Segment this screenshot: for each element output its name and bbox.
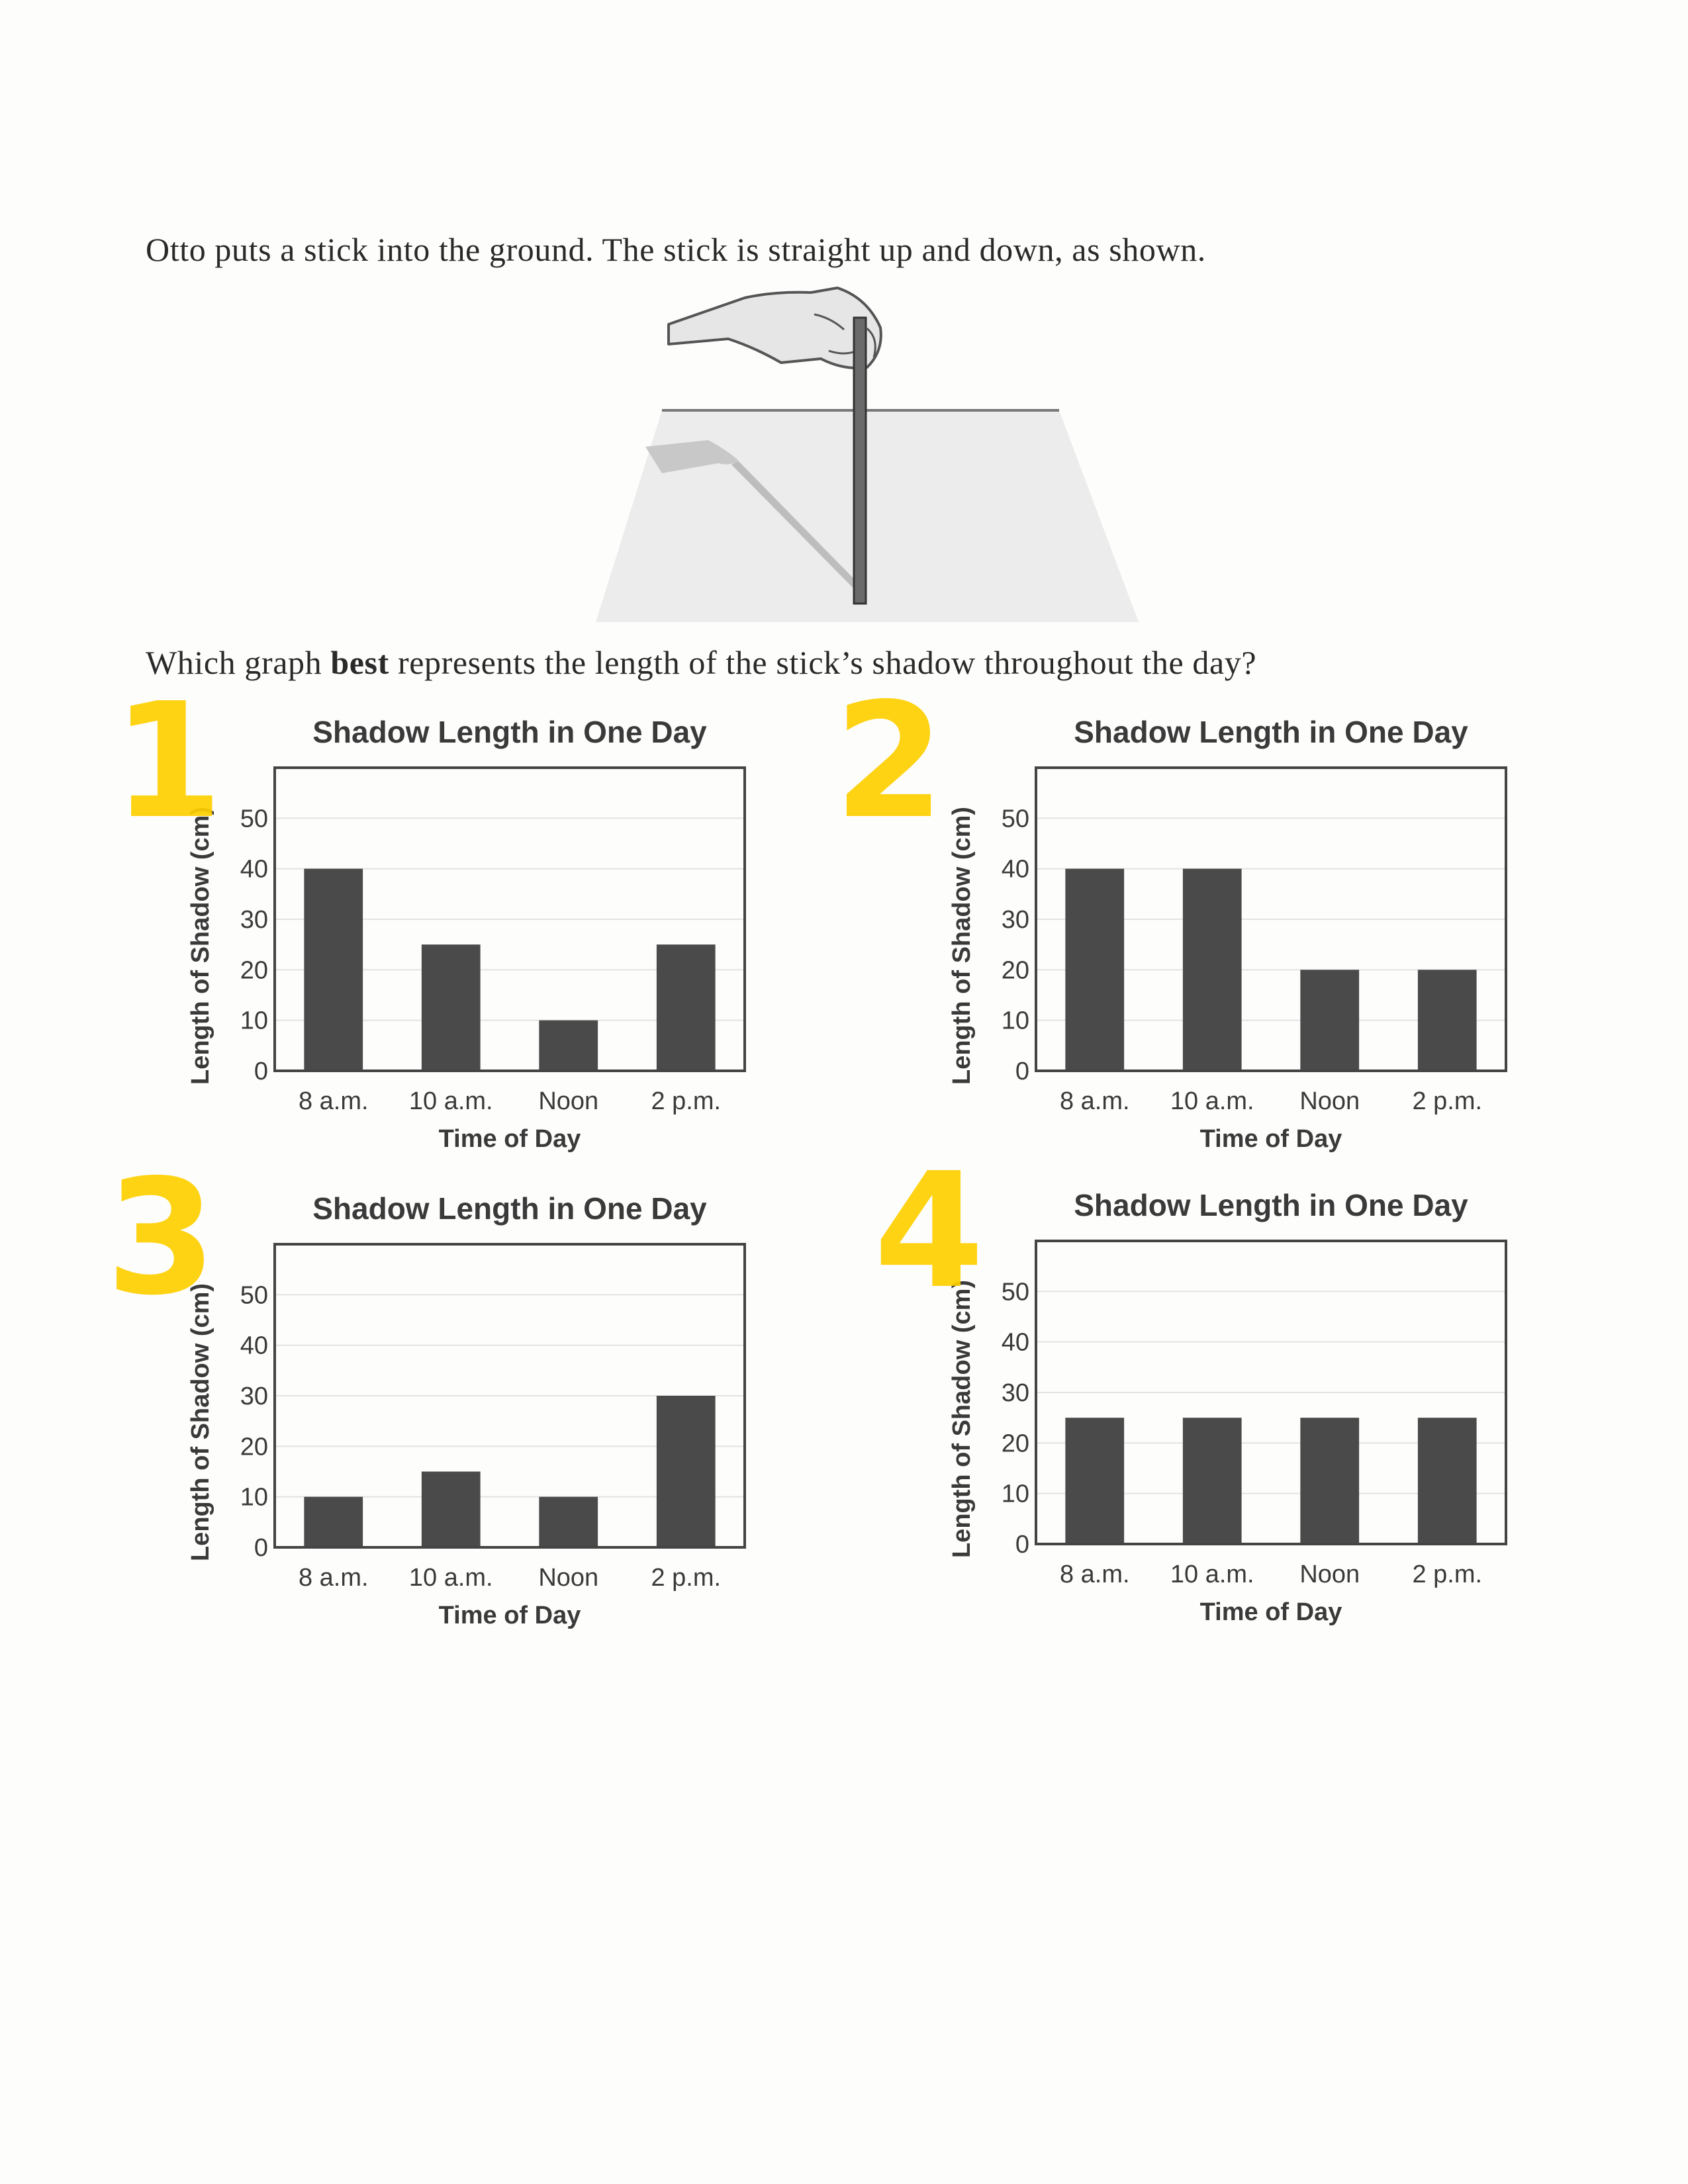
bar-2 (1183, 1418, 1242, 1544)
y-axis-title: Length of Shadow (cm) (187, 1283, 214, 1562)
ground-plane (596, 410, 1139, 622)
bar-2 (1183, 869, 1242, 1071)
stick-illustration (583, 278, 1152, 622)
option-number-4: 4 (874, 1138, 984, 1324)
y-tick-label: 30 (1001, 906, 1029, 934)
option-number-2: 2 (834, 668, 945, 854)
y-tick-label: 10 (240, 1483, 268, 1512)
x-axis-title: Time of Day (1199, 1125, 1342, 1153)
question-prompt-bold: best (330, 644, 389, 681)
y-tick-label: 0 (254, 1058, 268, 1085)
option-number-1: 1 (113, 668, 223, 854)
bar-4 (1418, 970, 1477, 1071)
bar-3 (539, 1021, 598, 1071)
option-number-3: 3 (106, 1145, 216, 1330)
y-tick-label: 20 (240, 1433, 268, 1461)
x-tick-label: Noon (1299, 1561, 1360, 1588)
chart-svg (940, 702, 1688, 1165)
x-axis-title: Time of Day (1199, 1598, 1342, 1626)
stick (854, 318, 866, 604)
y-tick-label: 10 (240, 1007, 268, 1035)
y-tick-label: 40 (240, 855, 268, 884)
bar-4 (1418, 1418, 1477, 1544)
chart-title: Shadow Length in One Day (1074, 1188, 1468, 1222)
y-tick-label: 50 (240, 1281, 268, 1310)
y-tick-label: 50 (240, 805, 268, 833)
y-tick-label: 30 (240, 1383, 268, 1410)
y-tick-label: 10 (1001, 1480, 1029, 1508)
chart-3 (179, 1178, 973, 1641)
bar-3 (539, 1497, 598, 1547)
bar-1 (1065, 869, 1124, 1071)
x-tick-label: 8 a.m. (298, 1564, 369, 1592)
chart-svg (940, 1175, 1688, 1638)
y-tick-label: 50 (1001, 1278, 1029, 1306)
bar-1 (1065, 1418, 1124, 1544)
y-tick-label: 0 (1015, 1531, 1029, 1559)
x-axis-title: Time of Day (438, 1602, 581, 1629)
y-tick-label: 0 (254, 1534, 268, 1562)
bar-2 (422, 944, 481, 1071)
x-tick-label: Noon (1299, 1087, 1360, 1115)
y-axis-title: Length of Shadow (cm) (948, 1279, 976, 1559)
y-tick-label: 20 (1001, 1430, 1029, 1458)
x-axis-title: Time of Day (438, 1125, 581, 1153)
bar-3 (1300, 1418, 1359, 1544)
y-axis-title: Length of Shadow (cm) (187, 806, 214, 1085)
bar-1 (304, 869, 363, 1071)
y-tick-label: 0 (1015, 1058, 1029, 1085)
x-tick-label: 8 a.m. (298, 1087, 369, 1115)
bar-4 (657, 944, 716, 1071)
x-tick-label: 10 a.m. (1170, 1087, 1254, 1115)
question-intro: Otto puts a stick into the ground. The stick is straight up and down, as shown. (146, 231, 1206, 268)
y-axis-title: Length of Shadow (cm) (948, 806, 976, 1085)
chart-title: Shadow Length in One Day (312, 1191, 707, 1226)
y-tick-label: 30 (240, 906, 268, 934)
chart-title: Shadow Length in One Day (1074, 715, 1468, 749)
x-tick-label: Noon (538, 1087, 599, 1115)
y-tick-label: 20 (240, 956, 268, 985)
y-tick-label: 10 (1001, 1007, 1029, 1035)
chart-title: Shadow Length in One Day (312, 715, 707, 749)
chart-svg (179, 1178, 973, 1641)
y-tick-label: 40 (240, 1332, 268, 1360)
x-tick-label: 8 a.m. (1059, 1087, 1130, 1115)
bar-1 (304, 1497, 363, 1547)
x-tick-label: 2 p.m. (651, 1564, 722, 1592)
hand-icon (669, 288, 881, 368)
question-prompt-after: represents the length of the stick’s shadow throughout the day? (389, 644, 1257, 681)
bar-2 (422, 1472, 481, 1548)
chart-4 (940, 1175, 1688, 1638)
question-prompt (146, 643, 1256, 682)
y-tick-label: 50 (1001, 805, 1029, 833)
x-tick-label: 10 a.m. (1170, 1561, 1254, 1588)
y-tick-label: 20 (1001, 956, 1029, 985)
x-tick-label: 10 a.m. (408, 1087, 493, 1115)
x-tick-label: 2 p.m. (1412, 1087, 1483, 1115)
x-tick-label: 2 p.m. (1412, 1561, 1483, 1588)
x-tick-label: 2 p.m. (651, 1087, 722, 1115)
y-tick-label: 40 (1001, 855, 1029, 884)
chart-2 (940, 702, 1688, 1165)
question-prompt-before: Which graph (146, 644, 331, 681)
y-tick-label: 30 (1001, 1379, 1029, 1407)
x-tick-label: 8 a.m. (1059, 1561, 1130, 1588)
bar-3 (1300, 970, 1359, 1071)
x-tick-label: Noon (538, 1564, 599, 1592)
y-tick-label: 40 (1001, 1328, 1029, 1357)
x-tick-label: 10 a.m. (408, 1564, 493, 1592)
bar-4 (657, 1396, 716, 1547)
